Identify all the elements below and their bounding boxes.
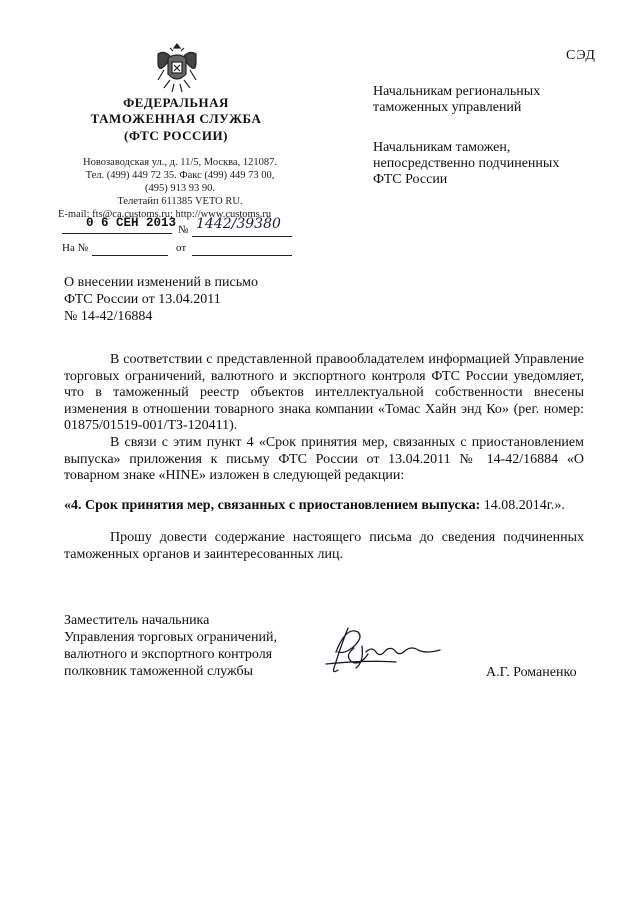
signatory-title-line2: Управления торговых ограничений, — [64, 630, 277, 645]
signatory-title-line4: полковник таможенной службы — [64, 664, 254, 679]
handwritten-signature — [318, 618, 468, 684]
registration-date: 0 6 СЕН 2013 — [86, 216, 177, 230]
from-underline — [192, 255, 292, 256]
subject-line3: № 14-42/16884 — [64, 309, 153, 324]
signatory-title-line1: Заместитель начальника — [64, 613, 210, 628]
recipient-2-line2: непосредственно подчиненных — [373, 156, 560, 171]
from-label: от — [176, 242, 187, 254]
date-underline — [62, 233, 172, 234]
org-name-line3: (ФТС РОССИИ) — [124, 128, 228, 143]
signatory-title-line3: валютного и экспортного контроля — [64, 647, 273, 662]
coat-of-arms-icon — [150, 40, 204, 96]
recipient-1-line2: таможенных управлений — [373, 100, 522, 115]
org-name-line2: ТАМОЖЕННАЯ СЛУЖБА — [90, 111, 262, 126]
number-prefix: № — [178, 224, 189, 236]
ref-label: На № — [62, 242, 89, 254]
amended-clause: «4. Срок принятия мер, связанных с приостановлением выпуска: — [64, 498, 481, 513]
registration-number: 1442/39380 — [196, 216, 281, 232]
org-name-line1: ФЕДЕРАЛЬНАЯ — [123, 95, 229, 110]
recipient-2-line1: Начальникам таможен, — [373, 140, 511, 155]
subject-line1: О внесении изменений в письмо — [64, 275, 258, 290]
address-line: Тел. (499) 449 72 35. Факс (499) 449 73 00, — [85, 170, 275, 181]
signatory-name: А.Г. Романенко — [486, 665, 577, 680]
address-email: E-mail: fts@ca.customs.ru; http://www.customs.ru — [58, 209, 272, 220]
recipient-2-line3: ФТС России — [373, 172, 448, 187]
subject-line2: ФТС России от 13.04.2011 — [64, 292, 221, 307]
number-underline — [192, 236, 292, 237]
amended-date: 14.08.2014г.». — [480, 498, 565, 513]
recipient-1-line1: Начальникам региональных — [373, 84, 541, 99]
body-paragraph-2: В связи с этим пункт 4 «Срок принятия мер, связанных с приостановлением выпуска» приложения к письму ФТС России от 13.04.2011 № 14-42/16884 «О товарном знаке «HINE» изложен в следующей редакции: — [64, 435, 584, 483]
ref-underline — [92, 255, 168, 256]
body-paragraph-4: Прошу довести содержание настоящего письма до сведения подчиненных таможенных органов и заинтересованных лиц. — [64, 530, 584, 562]
address-line: Телетайп 611385 VETO RU. — [117, 196, 243, 207]
address-line: Новозаводская ул., д. 11/5, Москва, 121087. — [83, 157, 277, 168]
body-paragraph-1: В соответствии с представленной правообладателем информацией Управление торговых ограничений, валютного и экспортного контроля ФТС России уведомляет, что в таможенный реестр объектов интеллектуальной собственности внесены изменения в отношении товарного знака компании «Томас Хайн энд Ко» (рег. номер: 01875/01519-001/ТЗ-120411). — [64, 352, 584, 433]
address-line: (495) 913 93 90. — [145, 183, 215, 194]
body-paragraph-3 — [64, 498, 604, 515]
sed-label: СЭД — [566, 48, 596, 63]
